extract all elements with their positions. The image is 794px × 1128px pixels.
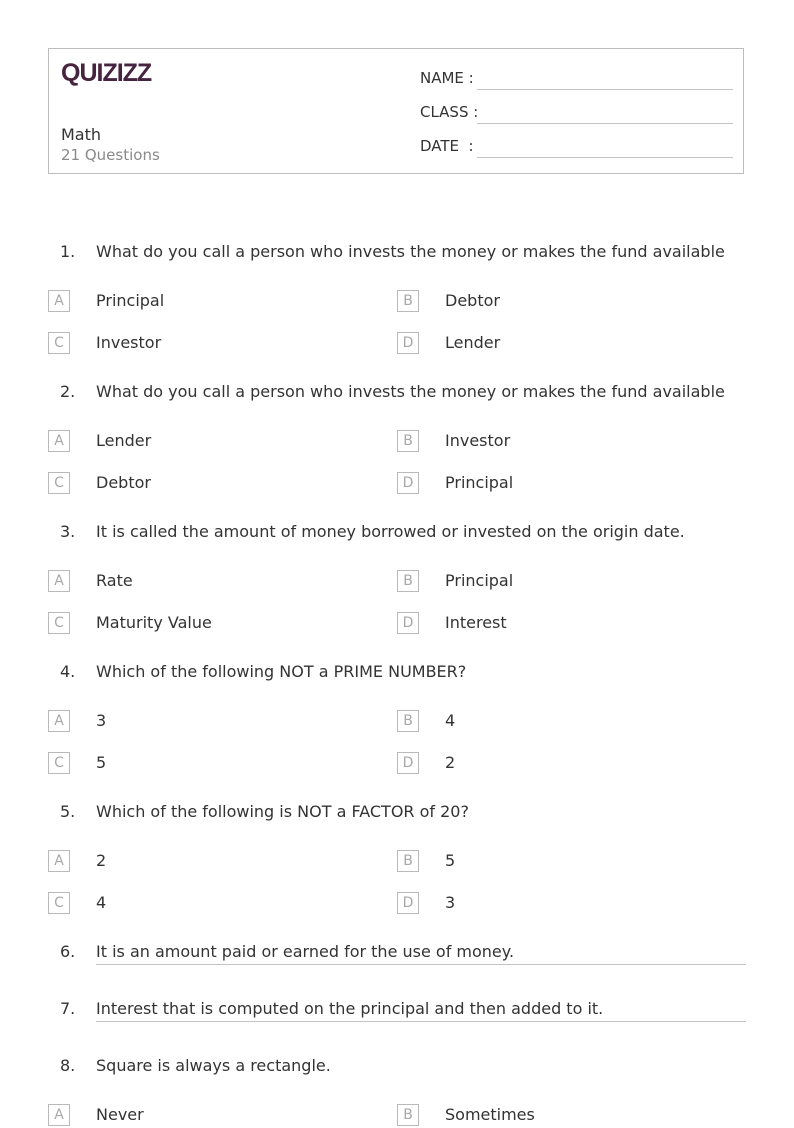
option-text: 5 [445, 851, 456, 870]
option-letter-box[interactable]: A [48, 570, 70, 592]
question-number: 1. [60, 242, 76, 261]
option-letter-box[interactable]: C [48, 472, 70, 494]
option-text: Lender [96, 431, 152, 450]
option-letter-box[interactable]: C [48, 612, 70, 634]
question-6 [0, 942, 794, 966]
name-line[interactable] [477, 89, 733, 90]
option-b[interactable] [397, 570, 727, 594]
worksheet-header [48, 48, 744, 174]
question-text: Which of the following NOT a PRIME NUMBER? [96, 662, 467, 681]
option-text: 3 [445, 893, 456, 912]
answer-line[interactable] [96, 1021, 746, 1022]
subject-title: Math [61, 125, 102, 144]
option-text: 2 [445, 753, 456, 772]
option-letter-box[interactable]: D [397, 612, 419, 634]
option-text: Principal [96, 291, 165, 310]
question-7 [0, 999, 794, 1023]
option-d[interactable] [397, 612, 727, 636]
option-text: Debtor [96, 473, 151, 492]
option-c[interactable] [48, 892, 378, 916]
question-1 [0, 242, 794, 266]
question-number: 6. [60, 942, 76, 961]
option-text: Investor [445, 431, 511, 450]
option-text: Rate [96, 571, 133, 590]
option-letter-box[interactable]: D [397, 752, 419, 774]
question-2 [0, 382, 794, 406]
option-d[interactable] [397, 752, 727, 776]
option-letter-box[interactable]: B [397, 430, 419, 452]
option-text: Principal [445, 473, 514, 492]
option-letter-box[interactable]: D [397, 472, 419, 494]
option-letter-box[interactable]: B [397, 710, 419, 732]
class-field[interactable] [420, 103, 733, 127]
question-text: Square is always a rectangle. [96, 1056, 331, 1075]
question-text: Which of the following is NOT a FACTOR of 20? [96, 802, 469, 821]
option-text: Debtor [445, 291, 500, 310]
option-letter-box[interactable]: C [48, 892, 70, 914]
option-text: 4 [445, 711, 456, 730]
option-b[interactable] [397, 430, 727, 454]
option-letter-box[interactable]: B [397, 290, 419, 312]
option-letter-box[interactable]: A [48, 1104, 70, 1126]
option-d[interactable] [397, 892, 727, 916]
option-text: Maturity Value [96, 613, 212, 632]
question-number: 5. [60, 802, 76, 821]
class-label: CLASS : [420, 103, 479, 121]
option-letter-box[interactable]: B [397, 1104, 419, 1126]
option-letter-box[interactable]: A [48, 430, 70, 452]
option-letter-box[interactable]: B [397, 850, 419, 872]
option-letter-box[interactable]: D [397, 332, 419, 354]
option-b[interactable] [397, 290, 727, 314]
name-field[interactable] [420, 69, 733, 93]
question-text: What do you call a person who invests the money or makes the fund available [96, 242, 725, 261]
class-line[interactable] [477, 123, 733, 124]
question-number: 4. [60, 662, 76, 681]
question-5 [0, 802, 794, 826]
question-number: 2. [60, 382, 76, 401]
option-a[interactable] [48, 290, 378, 314]
option-a[interactable] [48, 850, 378, 874]
question-number: 7. [60, 999, 76, 1018]
question-text: It is called the amount of money borrowed or invested on the origin date. [96, 522, 685, 541]
option-b[interactable] [397, 850, 727, 874]
option-c[interactable] [48, 612, 378, 636]
option-text: 4 [96, 893, 107, 912]
option-b[interactable] [397, 1104, 727, 1128]
quizizz-logo [61, 58, 153, 88]
option-text: Never [96, 1105, 144, 1124]
svg-text:QUIZIZZ: QUIZIZZ [61, 59, 152, 87]
option-letter-box[interactable]: C [48, 752, 70, 774]
answer-line[interactable] [96, 964, 746, 965]
question-4 [0, 662, 794, 686]
question-text: What do you call a person who invests the money or makes the fund available [96, 382, 725, 401]
option-letter-box[interactable]: D [397, 892, 419, 914]
option-letter-box[interactable]: A [48, 850, 70, 872]
option-text: Principal [445, 571, 514, 590]
question-text: It is an amount paid or earned for the use of money. [96, 942, 515, 961]
option-text: Sometimes [445, 1105, 535, 1124]
option-a[interactable] [48, 570, 378, 594]
question-text: Interest that is computed on the principal and then added to it. [96, 999, 604, 1018]
option-c[interactable] [48, 472, 378, 496]
option-text: 5 [96, 753, 107, 772]
option-text: Investor [96, 333, 162, 352]
option-c[interactable] [48, 332, 378, 356]
option-text: Lender [445, 333, 501, 352]
option-letter-box[interactable]: B [397, 570, 419, 592]
option-letter-box[interactable]: A [48, 710, 70, 732]
option-a[interactable] [48, 430, 378, 454]
option-text: Interest [445, 613, 507, 632]
option-c[interactable] [48, 752, 378, 776]
option-a[interactable] [48, 1104, 378, 1128]
date-label: DATE : [420, 137, 474, 155]
option-text: 2 [96, 851, 107, 870]
option-letter-box[interactable]: A [48, 290, 70, 312]
question-3 [0, 522, 794, 546]
option-d[interactable] [397, 472, 727, 496]
date-line[interactable] [477, 157, 733, 158]
option-b[interactable] [397, 710, 727, 734]
option-d[interactable] [397, 332, 727, 356]
name-label: NAME : [420, 69, 474, 87]
option-a[interactable] [48, 710, 378, 734]
question-number: 8. [60, 1056, 76, 1075]
date-field[interactable] [420, 137, 733, 161]
option-letter-box[interactable]: C [48, 332, 70, 354]
question-8 [0, 1056, 794, 1080]
option-text: 3 [96, 711, 107, 730]
question-count: 21 Questions [61, 146, 160, 164]
question-number: 3. [60, 522, 76, 541]
